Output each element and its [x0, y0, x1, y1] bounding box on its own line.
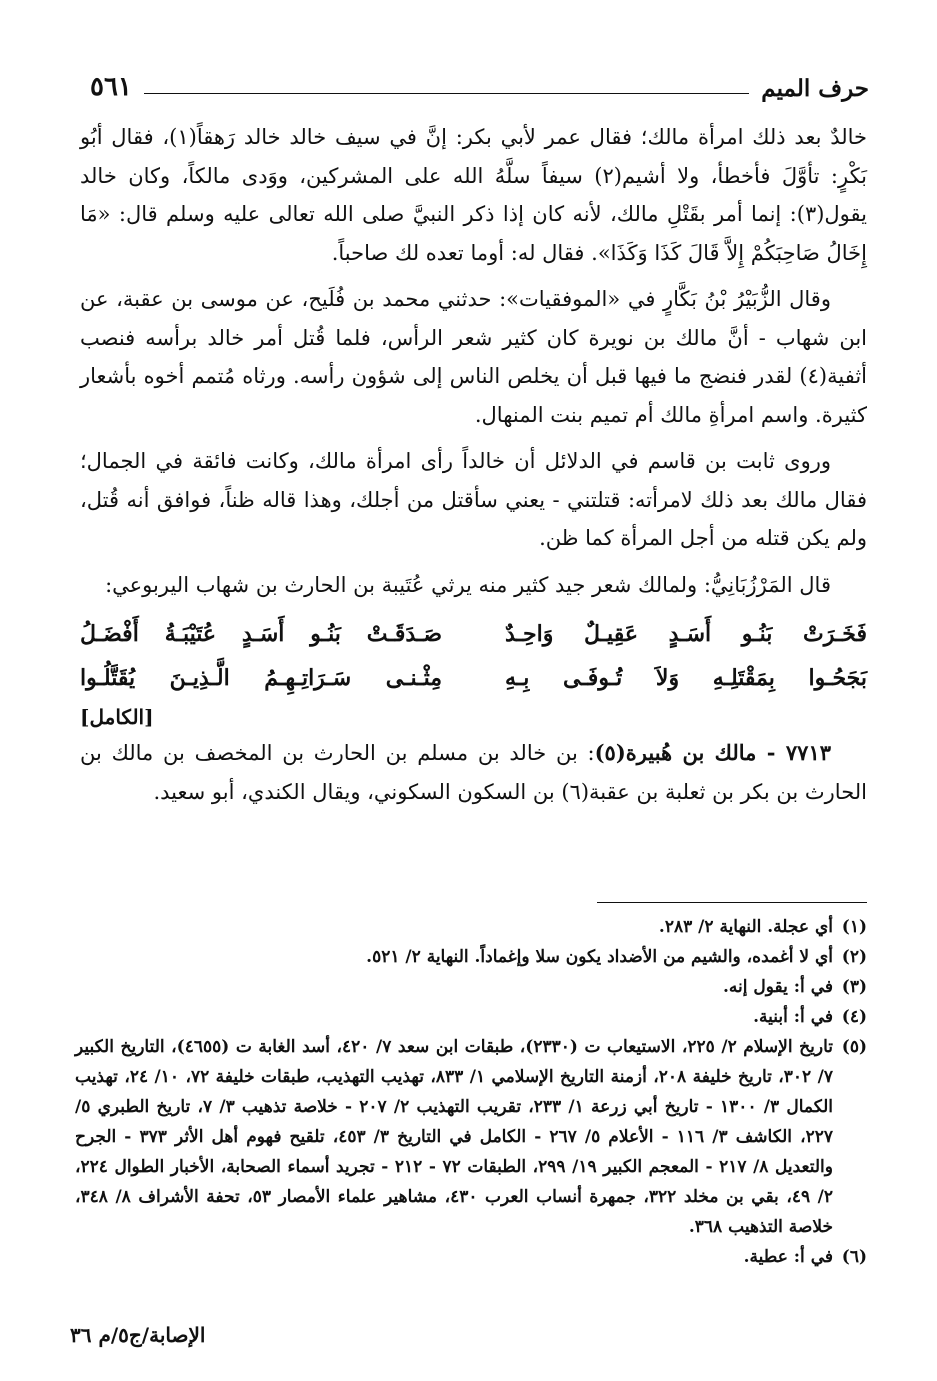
footnote-number: (٢) — [841, 947, 867, 967]
page-signature: الإصابة/ج٥/م ٣٦ — [70, 1323, 206, 1347]
footnote — [75, 1032, 867, 1242]
entry-text: : بن خالد بن مسلم بن الحارث بن المخصف بن مالك بن الحارث بن بكر بن ثعلبة بن عقبة(٦) بن السكون السكوني، ويقال الكندي، أبو سعيد. — [80, 741, 867, 804]
footnote-text: في أ: أبنية. — [753, 1007, 833, 1027]
footnotes — [75, 912, 867, 1272]
biography-entry — [80, 734, 867, 811]
poem-verse-1 — [80, 612, 867, 656]
chapter-title: حرف الميم — [761, 75, 869, 102]
paragraph-4: قال المَرْزُبَانِيُّ: ولمالك شعر جيد كثير منه يرثي عُتَيبة بن الحارث بن شهاب اليربوعي: — [105, 572, 831, 597]
verse-2-second-hemistich: مِثْـنـى سَـرَاتِـهِـمُ الَّـذِيـنَ يُقَتَّلُـوا — [80, 665, 443, 691]
footnote — [75, 1242, 867, 1272]
paragraph-1: خالدٌ بعد ذلك امرأة مالك؛ فقال عمر لأبي بكر: إنَّ في سيف خالد خالد رَهقاً(١)، فقال أبُو بَكْرٍ: تأوَّلَ فأخطأ، ولا أشيم(٢) سيفاً سلَّهُ الله على المشركين، ووَدى مالكاً، وكان خالد يقول(٣): إنما أمر بقَتْلِ مالك، لأنه كان إذا ذكر النبيَّ صلى الله تعالى عليه وسلم قال: «مَا إِخَالُ صَاحِبَكُمْ إِلاَّ قَالَ كَذَا وَكَذَا». فقال له: أوما تعده لك صاحباً. — [80, 125, 868, 265]
main-text — [80, 118, 867, 819]
paragraph-3: وروى ثابت بن قاسم في الدلائل أن خالداً رأى امرأة مالك، وكانت فائقة في الجمال؛ فقال مالك بعد ذلك لامرأته: قتلتني - يعني سأقتل من أجلك، وهذا قاله ظناً، فوافق أنه قُتل، ولم يكن قتله من أجل المرأة كما ظن. — [80, 449, 867, 550]
poem — [80, 612, 867, 734]
footnote-number: (٣) — [841, 977, 867, 997]
footnote — [75, 942, 867, 972]
footnote-text: تاريخ الإسلام ٢/ ٢٢٥، الاستيعاب ت (٢٣٣٠)، طبقات ابن سعد ٧/ ٤٢٠، أسد الغابة ت (٤٦٥٥)، التاريخ الكبير ٧/ ٣٠٢، تاريخ خليفة ٢٠٨، أزمنة التاريخ الإسلامي ١/ ٨٣٣، تهذيب التهذيب، طبقات خليفة ٧٢، ١٠/ ٢٤، تهذيب الكمال ٣/ ١٣٠٠ - تاريخ أبي زرعة ١/ ٢٣٣، تقريب التهذيب ٢/ ٢٠٧ - خلاصة تذهيب ٣/ ٧، تاريخ الطبري ٥/ ٢٢٧، الكاشف ٣/ ١١٦ - الأعلام ٥/ ٢٦٧ - الكامل في التاريخ ٣/ ٤٥٣، تلقيح فهوم أهل الأثر ٣٧٣ - الجرح والتعديل ٨/ ٢١٧ - المعجم الكبير ١٩/ ٢٩٩، الطبقات ٧٢ - ٢١٢ - تجريد أسماء الصحابة، الأخبار الطوال ٢٢٤، ٢/ ٤٩، بقي بن مخلد ٣٢٢، جمهرة أنساب العرب ٤٣٠، مشاهير علماء الأمصار ٥٣، تحفة الأشراف ٨/ ٣٤٨، خلاصة التذهيب ٣٦٨. — [75, 1037, 834, 1237]
footnote — [75, 1002, 867, 1032]
header-rule — [144, 93, 749, 94]
footnote-number: (٦) — [841, 1247, 867, 1267]
footnote-number: (٥) — [841, 1037, 867, 1057]
footnote — [75, 912, 867, 942]
footnote — [75, 972, 867, 1002]
footnote-number: (١) — [841, 917, 867, 937]
footnote-number: (٤) — [841, 1007, 867, 1027]
footnote-text: أي لا أغمده، والشيم من الأضداد يكون سلا وإغماداً. النهاية ٢/ ٥٢١. — [366, 947, 833, 967]
footnote-text: في أ: عطية. — [743, 1247, 833, 1267]
poem-verse-2 — [80, 656, 867, 700]
footnote-text: في أ: يقول إنه. — [722, 977, 833, 997]
verse-1-second-hemistich: صَـدَقَـتْ بَنُـو أَسَـدٍ عُتَيْبَـةُ أَفْضَـلُ — [80, 621, 443, 647]
paragraph-2: وقال الزُّبَيْرُ بْنُ بَكَّارٍ في «الموفقيات»: حدثني محمد بن فُلَيح، عن موسى بن عقبة، عن ابن شهاب - أنَّ مالك بن نويرة كان كثير شعر الرأس، فلما قُتل أمر خالد برأسه فنصب أثفية(٤) لقدر فنضج ما فيها قبل أن يخلص الناس إلى شؤون رأسه. ورثاه مُتمم أخوه بأشعار كثيرة. واسم امرأةِ مالك أم تميم بنت المنهال. — [80, 287, 867, 427]
poem-meter: [الكامل] — [80, 705, 154, 729]
entry-heading: ٧٧١٣ - مالك بن هُبيرة(٥) — [594, 740, 832, 765]
footnote-separator — [597, 902, 867, 903]
verse-2-first-hemistich: بَجَحُـوا بِمَقْتَلِـهِ وَلاَ تُـوفَـى بِـهِ — [504, 665, 867, 691]
page-number: ٥٦١ — [90, 72, 132, 102]
page-header — [90, 64, 869, 104]
footnote-text: أي عجلة. النهاية ٢/ ٢٨٣. — [658, 917, 833, 937]
verse-1-first-hemistich: فَخَـرَتْ بَنُـو أَسَـدٍ عَقِيـلٌ وَاحِـدٌ — [504, 621, 867, 647]
